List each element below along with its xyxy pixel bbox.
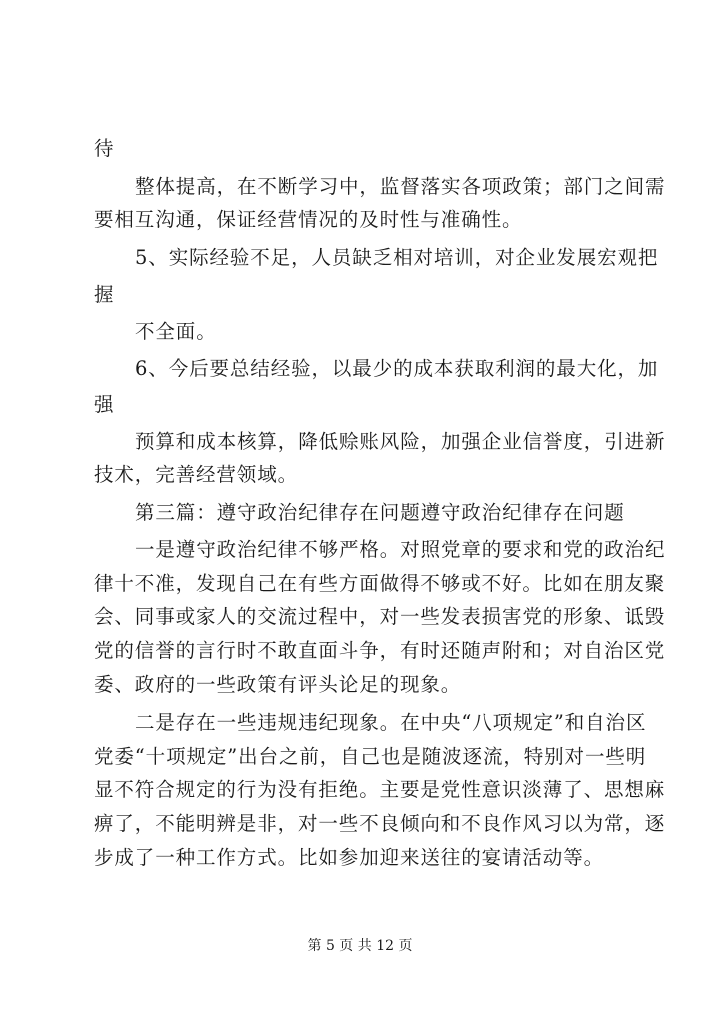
text-line: 5、实际经验不足，人员缺乏相对培训，对企业发展宏观把 (135, 246, 659, 269)
text-line: 党的信誉的言行时不敢直面斗争，有时还随声附和；对自治区党 (94, 639, 666, 662)
text-line: 律十不准，发现自己在有些方面做得不够或不好。比如在朋友聚 (94, 572, 666, 595)
text-line: 显不符合规定的行为没有拒绝。主要是党性意识淡薄了、思想麻 (94, 778, 666, 801)
text-line: 痹了，不能明辨是非，对一些不良倾向和不良作风习以为常，逐 (94, 812, 666, 835)
text-line: 会、同事或家人的交流过程中，对一些发表损害党的形象、诋毁 (94, 605, 666, 628)
section-heading: 第三篇：遵守政治纪律存在问题遵守政治纪律存在问题 (135, 501, 625, 524)
text-line: 委、政府的一些政策有评头论足的现象。 (94, 673, 462, 696)
page-number: 第 5 页 共 12 页 (307, 938, 413, 954)
text-line: 握 (94, 283, 115, 306)
text-line: 二是存在一些违规违纪现象。在中央“八项规定”和自治区 (135, 711, 647, 734)
text-line: 要相互沟通，保证经营情况的及时性与准确性。 (94, 208, 523, 231)
text-line: 整体提高，在不断学习中，监督落实各项政策；部门之间需 (135, 175, 666, 198)
text-line: 步成了一种工作方式。比如参加迎来送往的宴请活动等。 (94, 846, 605, 869)
text-line: 技术，完善经营领域。 (94, 463, 299, 486)
text-line: 党委“十项规定”出台之前，自己也是随波逐流，特别对一些明 (94, 745, 647, 768)
text-line: 预算和成本核算，降低赊账风险，加强企业信誉度，引进新 (135, 430, 666, 453)
text-line: 不全面。 (135, 320, 217, 343)
text-line: 强 (94, 393, 115, 416)
text-line: 一是遵守政治纪律不够严格。对照党章的要求和党的政治纪 (135, 538, 666, 561)
text-line: 待 (94, 137, 115, 160)
text-line: 6、今后要总结经验，以最少的成本获取利润的最大化，加 (135, 357, 659, 380)
